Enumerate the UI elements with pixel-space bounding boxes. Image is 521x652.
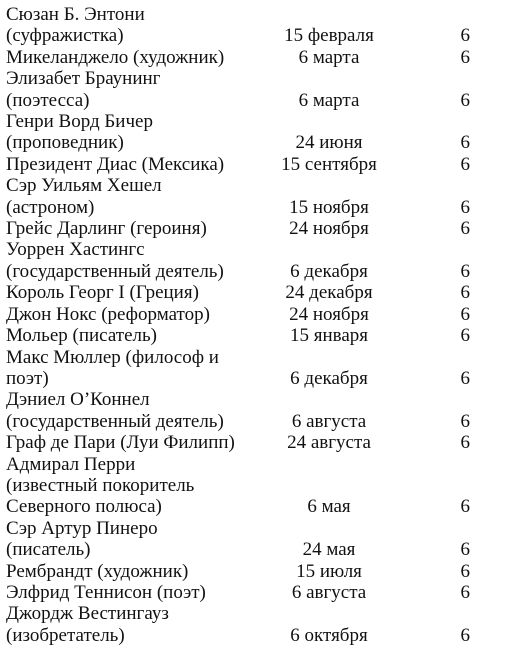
number-value: 6 [460, 89, 470, 111]
table-row [6, 175, 516, 218]
number-value: 6 [460, 218, 470, 240]
birthdays-table [6, 4, 516, 646]
number-value: 6 [460, 282, 470, 304]
number-value: 6 [460, 496, 470, 518]
person-name-line: Северного полюса) [6, 496, 162, 518]
birth-date: 24 ноября [289, 218, 369, 240]
table-row [6, 47, 516, 68]
number-value: 6 [460, 25, 470, 47]
person-name-line: Адмирал Перри [6, 453, 136, 475]
person-name-line: Сэр Уильям Хешел [6, 175, 162, 197]
person-name [6, 218, 274, 239]
birth-date: 24 ноября [289, 303, 369, 325]
person-name [6, 389, 274, 432]
number-value: 6 [460, 325, 470, 347]
number-value: 6 [460, 153, 470, 175]
person-name-line: Грейс Дарлинг (героиня) [6, 218, 207, 240]
birth-date: 15 ноября [289, 196, 369, 218]
number-value: 6 [460, 367, 470, 389]
person-name [6, 304, 274, 325]
person-name [6, 518, 274, 561]
number-value: 6 [460, 581, 470, 603]
table-row [6, 154, 516, 175]
person-name-line: Президент Диас (Мексика) [6, 153, 225, 175]
person-name-line: Сэр Артур Пинеро [6, 517, 158, 539]
person-name-line: (известный покоритель [6, 474, 195, 496]
number-value: 6 [460, 260, 470, 282]
person-name-line: (суфражистка) [6, 25, 124, 47]
person-name-line: (поэтесса) [6, 89, 90, 111]
table-row [6, 603, 516, 646]
birth-date: 6 августа [291, 581, 367, 603]
person-name [6, 454, 274, 518]
person-name-line: Рембрандт (художник) [6, 560, 189, 582]
birth-date: 6 августа [291, 410, 367, 432]
table-row [6, 218, 516, 239]
table-row [6, 304, 516, 325]
person-name [6, 68, 274, 111]
table-row [6, 454, 516, 518]
birth-date: 24 июня [295, 132, 363, 154]
table-row [6, 4, 516, 47]
person-name [6, 603, 274, 646]
birth-date: 24 августа [287, 432, 371, 454]
person-name-line: Мольер (писатель) [6, 325, 157, 347]
person-name [6, 561, 274, 582]
number-value: 6 [460, 432, 470, 454]
table-row [6, 432, 516, 453]
person-name-line: Король Георг I (Греция) [6, 282, 199, 304]
person-name-line: (государственный деятель) [6, 410, 224, 432]
person-name-line: (проповедник) [6, 132, 124, 154]
person-name [6, 111, 274, 154]
person-name [6, 47, 274, 68]
person-name-line: Сюзан Б. Энтони [6, 4, 145, 25]
birth-date: 24 мая [302, 539, 356, 561]
person-name-line: Дэниел О’Коннел [6, 389, 150, 411]
person-name [6, 582, 274, 603]
number-value: 6 [460, 624, 470, 646]
table-row [6, 389, 516, 432]
table-row [6, 111, 516, 154]
table-row [6, 518, 516, 561]
birth-date: 24 декабря [285, 282, 373, 304]
person-name-line: (государственный деятель) [6, 260, 224, 282]
person-name-line: Джон Нокс (реформатор) [6, 303, 210, 325]
person-name [6, 239, 274, 282]
table-row [6, 325, 516, 346]
person-name [6, 175, 274, 218]
person-name-line: Макс Мюллер (философ и [6, 346, 219, 368]
birth-date: 6 декабря [290, 260, 368, 282]
person-name-line: Граф де Пари (Луи Филипп) [6, 432, 235, 454]
table-row [6, 561, 516, 582]
person-name-line: Микеланджело (художник) [6, 46, 225, 68]
person-name-line: (астроном) [6, 196, 95, 218]
table-row [6, 347, 516, 390]
number-value: 6 [460, 410, 470, 432]
birth-date: 6 марта [298, 46, 360, 68]
person-name-line: (писатель) [6, 539, 91, 561]
person-name-line: Элизабет Браунинг [6, 68, 161, 90]
person-name [6, 432, 274, 453]
person-name [6, 347, 274, 390]
person-name-line: Генри Ворд Бичер [6, 111, 153, 133]
birth-date: 15 января [289, 325, 369, 347]
person-name-line: Элфрид Теннисон (поэт) [6, 581, 206, 603]
person-name [6, 325, 274, 346]
birth-date: 15 июля [296, 560, 362, 582]
number-value: 6 [460, 46, 470, 68]
person-name [6, 4, 274, 47]
table-row [6, 582, 516, 603]
number-value: 6 [460, 560, 470, 582]
person-name-line: (изобретатель) [6, 624, 125, 646]
table-row [6, 68, 516, 111]
number-value: 6 [460, 539, 470, 561]
table-row [6, 239, 516, 282]
birth-date: 6 мая [307, 496, 351, 518]
table-row [6, 282, 516, 303]
birth-date: 6 марта [298, 89, 360, 111]
person-name [6, 154, 274, 175]
number-value: 6 [460, 132, 470, 154]
number-value: 6 [460, 303, 470, 325]
person-name-line: Джордж Вестингауз [6, 603, 169, 625]
person-name [6, 282, 274, 303]
person-name-line: поэт) [6, 367, 49, 389]
number-value: 6 [460, 196, 470, 218]
birth-date: 6 декабря [290, 367, 368, 389]
birth-date: 15 февраля [284, 25, 374, 47]
birth-date: 6 октября [290, 624, 368, 646]
person-name-line: Уоррен Хастингс [6, 239, 145, 261]
birth-date: 15 сентября [281, 153, 377, 175]
